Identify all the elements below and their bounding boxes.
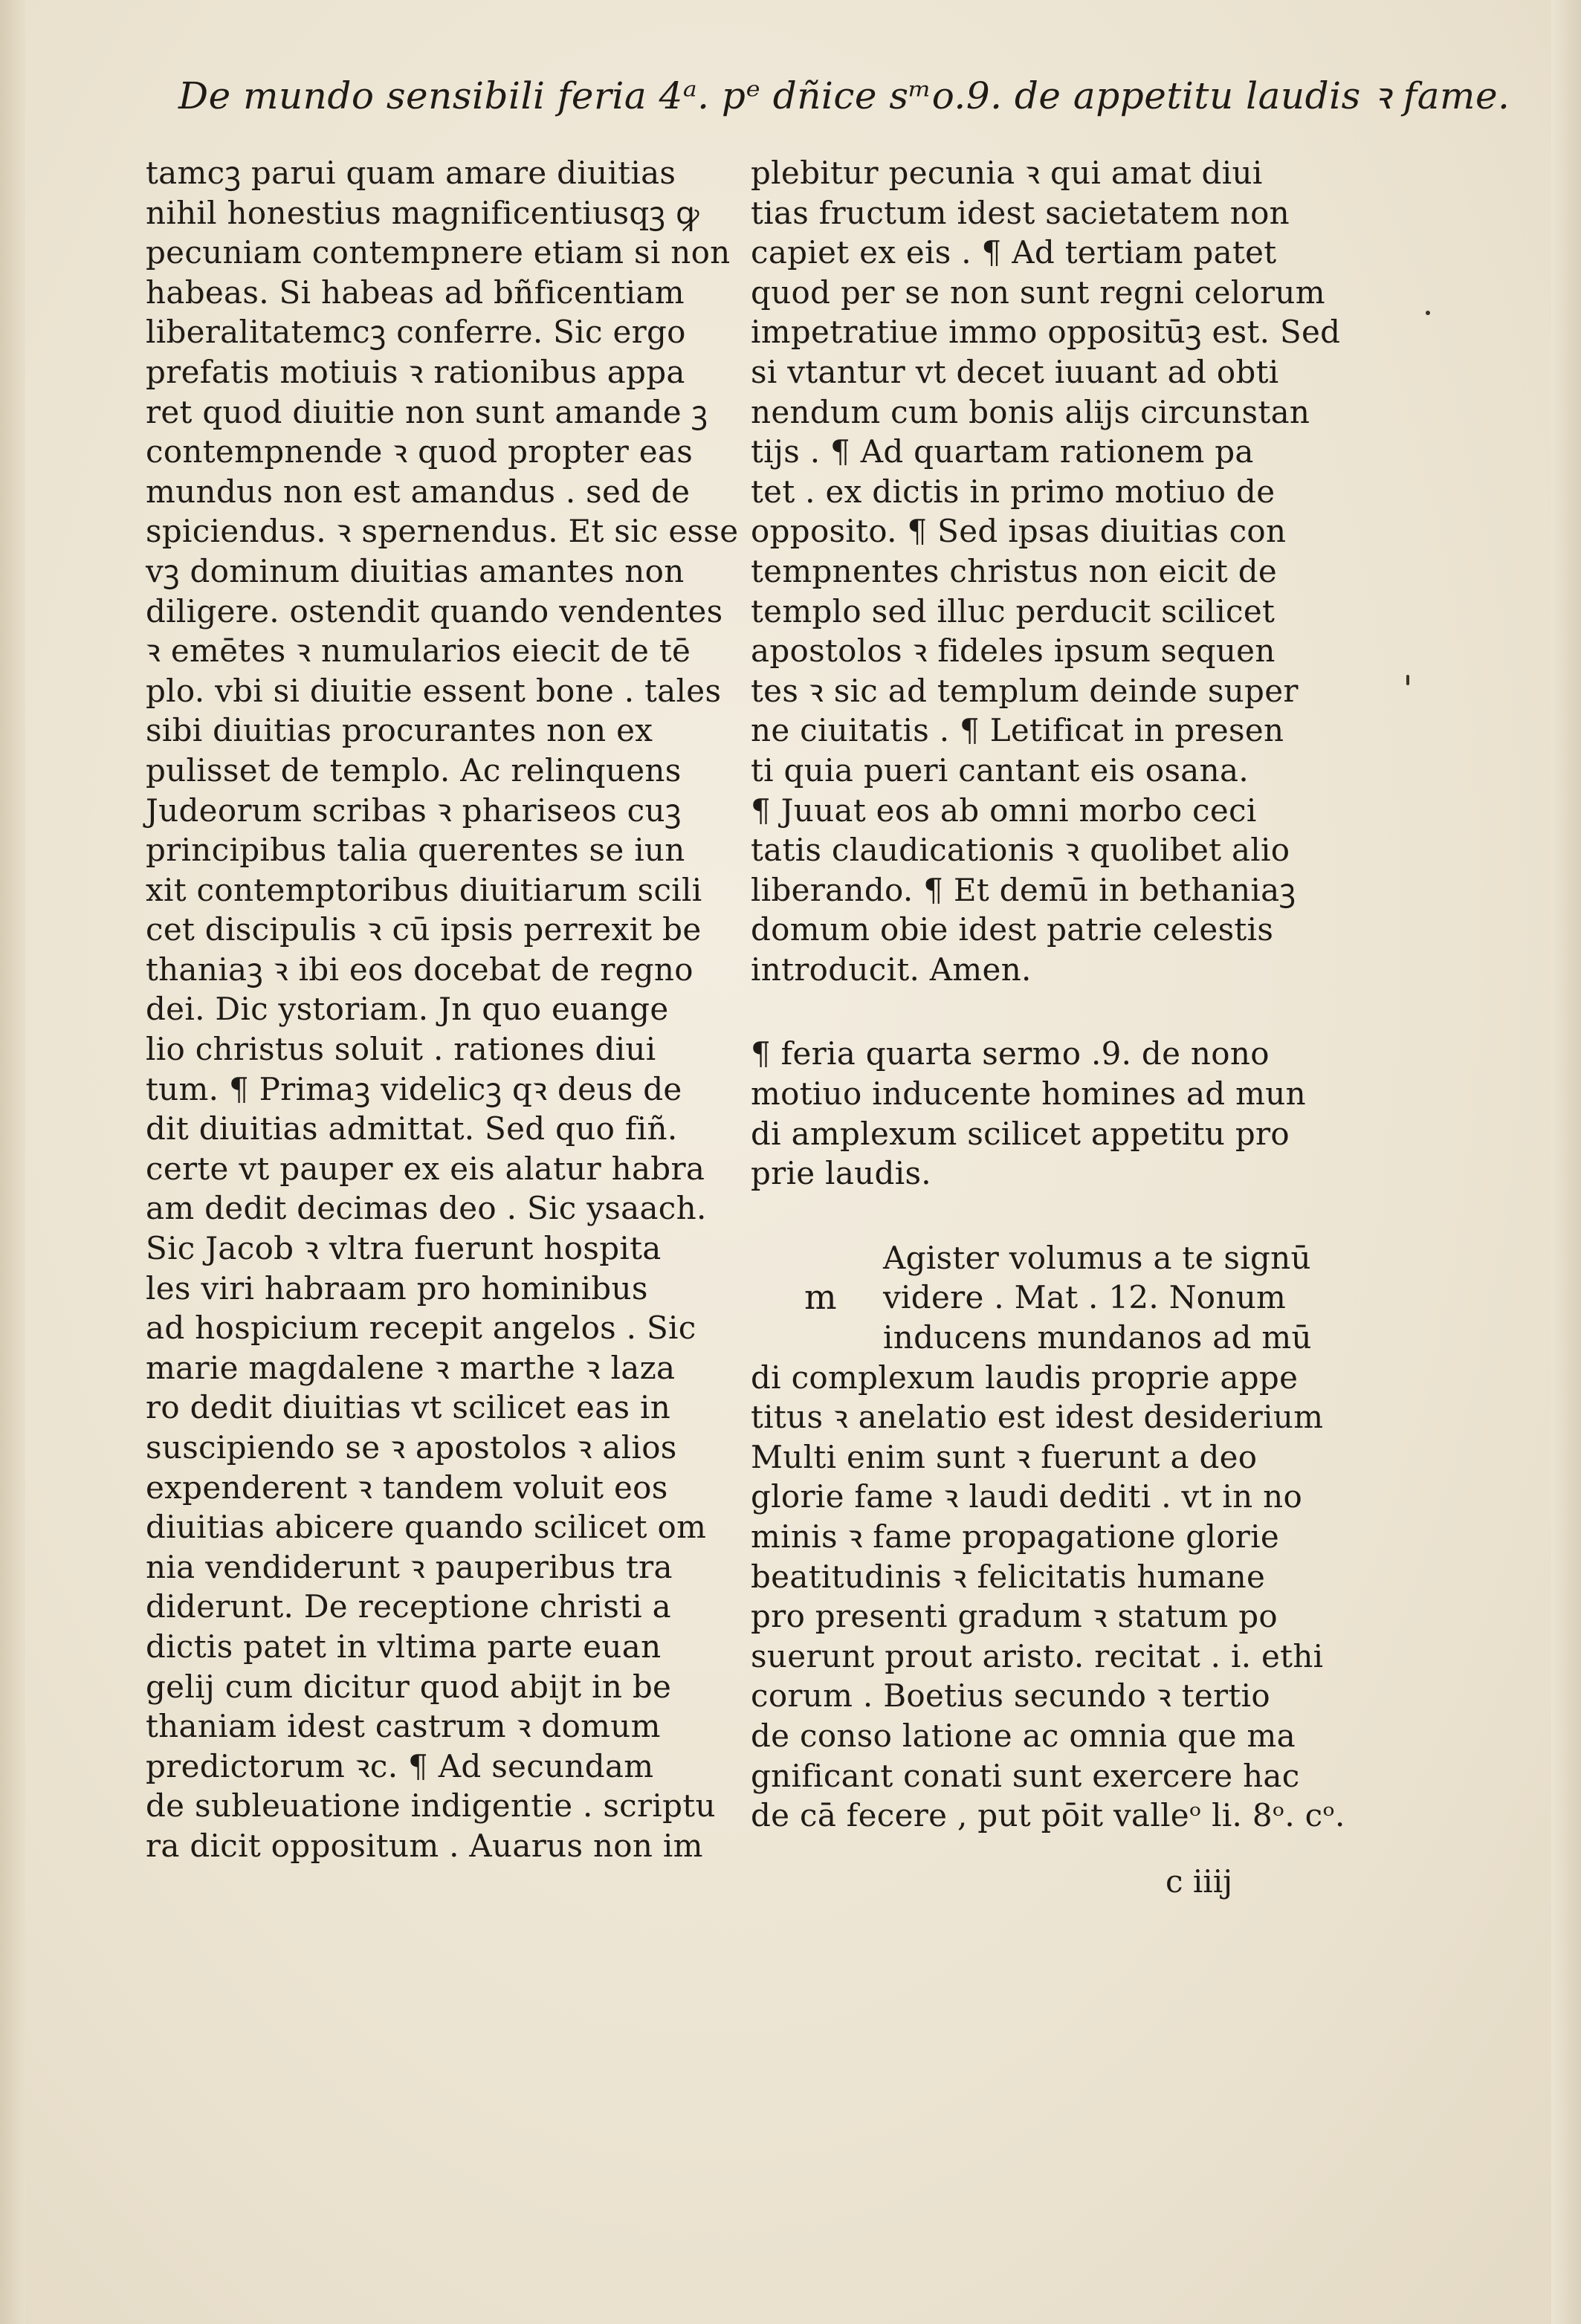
running-head: De mundo sensibili feria 4ᵃ. pᵉ dñice sᵐo.9. de appetitu laudis ꝛ fame.	[178, 74, 1510, 117]
text-line: tes ꝛ sic ad templum deinde super	[751, 672, 1299, 709]
text-line: liberando. ¶ Et demū in bethaniaꝫ	[751, 871, 1296, 908]
text-line: tias fructum idest sacietatem non	[751, 194, 1290, 231]
text-line: les viri habraam pro hominibus	[146, 1269, 648, 1307]
left-column	[146, 153, 739, 1866]
text-line: diuitias abicere quando scilicet om	[146, 1509, 707, 1546]
text-line: ro dedit diuitias vt scilicet eas in	[146, 1389, 671, 1426]
text-line: certe vt pauper ex eis alatur habra	[146, 1150, 705, 1187]
text-line: videre . Mat . 12. Nonum	[883, 1279, 1287, 1316]
text-line: ti quia pueri cantant eis osana.	[751, 751, 1249, 789]
page-gutter-shadow	[0, 0, 25, 2324]
text-line: templo sed illuc perducit scilicet	[751, 592, 1276, 629]
text-line: tempnentes christus non eicit de	[751, 552, 1278, 589]
text-line: diligere. ostendit quando vendentes	[146, 592, 723, 629]
text-line: cet discipulis ꝛ cū ipsis perrexit be	[146, 911, 702, 948]
text-line: diderunt. De receptione christi a	[146, 1588, 671, 1625]
text-line: capiet ex eis . ¶ Ad tertiam patet	[751, 234, 1277, 271]
text-line: di amplexum scilicet appetitu pro	[751, 1115, 1290, 1152]
text-line: thaniaꝫ ꝛ ibi eos docebat de regno	[146, 951, 693, 988]
text-line: beatitudinis ꝛ felicitatis humane	[751, 1558, 1266, 1595]
text-line: thaniam idest castrum ꝛ domum	[146, 1708, 661, 1745]
text-line: Judeorum scribas ꝛ phariseos cuꝫ	[146, 792, 682, 829]
text-line: ne ciuitatis . ¶ Letificat in presen	[751, 712, 1284, 749]
paragraph-gap	[751, 1194, 1338, 1238]
text-line: tamcꝫ parui quam amare diuitias	[146, 155, 676, 191]
text-line: prie laudis.	[751, 1155, 931, 1192]
text-line: pulisset de templo. Ac relinquens	[146, 751, 682, 789]
text-line: habeas. Si habeas ad bñficentiam	[146, 273, 685, 311]
paragraph-gap	[751, 989, 1338, 1034]
guide-letter: m	[804, 1277, 837, 1318]
text-line: spiciendus. ꝛ spernendus. Et sic esse	[146, 513, 739, 550]
text-line: si vtantur vt decet iuuant ad obti	[751, 353, 1279, 390]
text-line: Agister volumus a te signū	[883, 1239, 1311, 1276]
dropcap-line	[751, 1278, 1338, 1318]
text-line: lio christus soluit . rationes diui	[146, 1031, 656, 1068]
right-column-top-text	[751, 153, 1341, 989]
text-line: tatis claudicationis ꝛ quolibet alio	[751, 832, 1290, 869]
text-line: dit diuitias admittat. Sed quo fiñ.	[146, 1110, 678, 1148]
text-line: predictorum ꝛc. ¶ Ad secundam	[146, 1747, 654, 1784]
text-line: quod per se non sunt regni celorum	[751, 273, 1325, 311]
text-line: xit contemptoribus diuitiarum scili	[146, 871, 702, 908]
text-line: ¶ Juuat eos ab omni morbo ceci	[751, 792, 1257, 829]
text-line: ¶ feria quarta sermo .9. de nono	[751, 1035, 1270, 1072]
sermon-opening	[751, 1238, 1345, 1836]
text-line: sibi diuitias procurantes non ex	[146, 712, 653, 749]
text-line: prefatis motiuis ꝛ rationibus appa	[146, 353, 685, 390]
text-line: dei. Dic ystoriam. Jn quo euange	[146, 991, 669, 1028]
text-line: Sic Jacob ꝛ vltra fuerunt hospita	[146, 1230, 662, 1267]
text-line: glorie fame ꝛ laudi dediti . vt in no	[751, 1478, 1303, 1515]
text-line: introducit. Amen.	[751, 951, 1032, 988]
text-line: tijs . ¶ Ad quartam rationem pa	[751, 433, 1254, 470]
text-line: Multi enim sunt ꝛ fuerunt a deo	[751, 1438, 1258, 1475]
signature-mark: c iiij	[1165, 1863, 1233, 1900]
text-line: ret quod diuitie non sunt amande ꝫ	[146, 393, 708, 430]
text-line: ra dicit oppositum . Auarus non im	[146, 1827, 703, 1864]
text-line: tum. ¶ Primaꝫ videlicꝫ qꝛ deus de	[146, 1070, 682, 1107]
text-line: gelij cum dicitur quod abijt in be	[146, 1668, 672, 1705]
text-line: mundus non est amandus . sed de	[146, 473, 691, 510]
text-line: vꝫ dominum diuitias amantes non	[146, 552, 685, 589]
page-edge-shadow	[1551, 0, 1581, 2324]
text-line: am dedit decimas deo . Sic ysaach.	[146, 1190, 707, 1227]
text-line: nihil honestius magnificentiusqꝫ ꝙ	[146, 194, 699, 231]
text-line: pro presenti gradum ꝛ statum po	[751, 1598, 1278, 1635]
paper-speck	[1406, 675, 1409, 685]
sermon-rubric	[751, 1034, 1338, 1193]
text-line: ꝛ emētes ꝛ numularios eiecit de tē	[146, 632, 691, 670]
text-line: plebitur pecunia ꝛ qui amat diui	[751, 155, 1263, 191]
text-line: impetratiue immo oppositūꝫ est. Sed	[751, 314, 1341, 351]
text-line: plo. vbi si diuitie essent bone . tales	[146, 672, 722, 709]
text-line: de subleuatione indigentie . scriptu	[146, 1787, 716, 1825]
text-line: domum obie idest patrie celestis	[751, 911, 1274, 948]
right-column	[751, 153, 1345, 1836]
text-line: expenderent ꝛ tandem voluit eos	[146, 1469, 668, 1506]
text-line: pecuniam contempnere etiam si non	[146, 234, 731, 271]
text-line: inducens mundanos ad mū	[883, 1319, 1312, 1356]
text-line: titus ꝛ anelatio est idest desiderium	[751, 1399, 1324, 1436]
text-line: contempnende ꝛ quod propter eas	[146, 433, 693, 470]
text-line: tet . ex dictis in primo motiuo de	[751, 473, 1276, 510]
text-line: di complexum laudis proprie appe	[751, 1359, 1299, 1396]
text-line: suerunt prout aristo. recitat . i. ethi	[751, 1637, 1324, 1674]
paper-speck	[1426, 311, 1430, 315]
text-line: gnificant conati sunt exercere hac	[751, 1757, 1300, 1794]
text-line: minis ꝛ fame propagatione glorie	[751, 1518, 1280, 1555]
text-line: apostolos ꝛ fideles ipsum sequen	[751, 632, 1276, 670]
text-line: liberalitatemcꝫ conferre. Sic ergo	[146, 314, 686, 351]
text-line: corum . Boetius secundo ꝛ tertio	[751, 1677, 1270, 1715]
text-line: de cā fecere , put pōit valleᵒ li. 8ᵒ. cᵒ.	[751, 1797, 1345, 1834]
text-line: suscipiendo se ꝛ apostolos ꝛ alios	[146, 1429, 677, 1466]
text-line: principibus talia querentes se iun	[146, 832, 685, 869]
text-line: nendum cum bonis alijs circunstan	[751, 393, 1310, 430]
text-line: dictis patet in vltima parte euan	[146, 1628, 662, 1665]
text-line: de conso latione ac omnia que ma	[751, 1717, 1296, 1754]
text-line: opposito. ¶ Sed ipsas diuitias con	[751, 513, 1287, 550]
text-line: motiuo inducente homines ad mun	[751, 1075, 1306, 1113]
text-line: ad hospicium recepit angelos . Sic	[146, 1310, 696, 1347]
text-line: marie magdalene ꝛ marthe ꝛ laza	[146, 1349, 676, 1386]
text-line: nia vendiderunt ꝛ pauperibus tra	[146, 1548, 673, 1585]
